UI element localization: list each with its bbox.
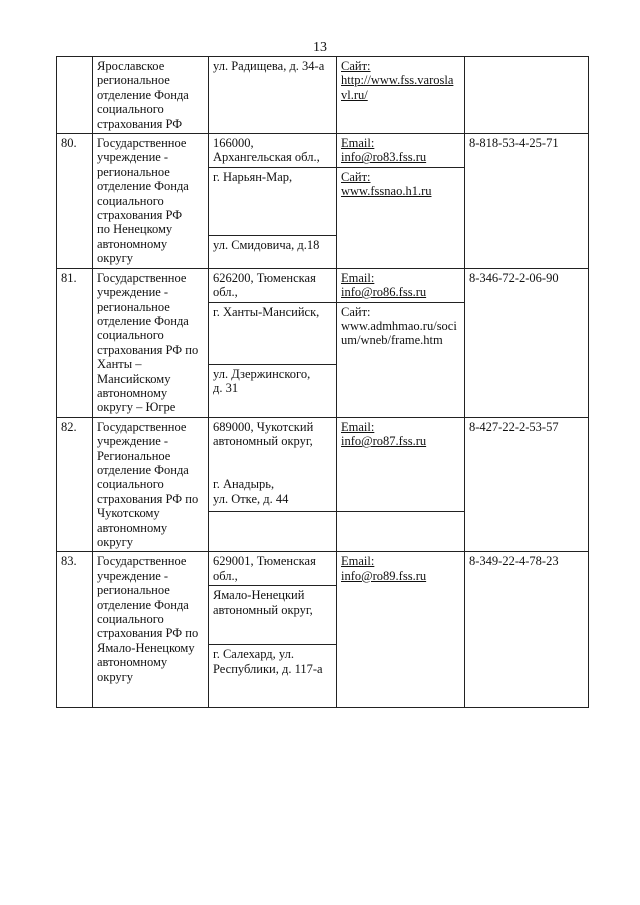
email-link[interactable]: info@ro89.fss.ru: [341, 568, 427, 583]
contact-label: Email:: [341, 136, 375, 151]
contact-label: Email:: [341, 419, 375, 434]
phone-cell: 8-349-22-4-78-23: [465, 552, 589, 708]
contact-cell: [337, 302, 465, 417]
row-number: 83.: [57, 552, 93, 708]
address-cell: ул. Смидовича, д.18: [209, 235, 337, 268]
row-number: 80.: [57, 134, 93, 269]
website-link[interactable]: www.fssnao.h1.ru: [341, 184, 432, 199]
address-cell: г. Салехард, ул. Республики, д. 117-а: [209, 645, 337, 708]
address-cell: 689000, Чукотский автономный округ, г. Анадырь, ул. Отке, д. 44: [209, 417, 337, 511]
address-cell: 166000, Архангельская обл.,: [209, 134, 337, 168]
table-row: [57, 134, 589, 168]
contact-label: Сайт:: [341, 304, 371, 319]
address-cell: 626200, Тюменская обл.,: [209, 268, 337, 302]
address-cell: 629001, Тюменская обл.,: [209, 552, 337, 586]
table-row: [57, 57, 589, 134]
contact-label: Email:: [341, 554, 375, 569]
contact-cell: [337, 268, 465, 302]
row-number: 82.: [57, 417, 93, 552]
page-number: 13: [313, 40, 327, 55]
contact-label: Сайт:: [341, 59, 371, 73]
row-number: [57, 57, 93, 134]
address-cell: г. Нарьян-Мар,: [209, 167, 337, 235]
phone-cell: [465, 57, 589, 134]
contact-cell: [337, 134, 465, 168]
contact-cell: [337, 57, 465, 134]
website-link[interactable]: http://www.fss.varosla vl.ru/: [341, 73, 454, 102]
email-link[interactable]: info@ro86.fss.ru: [341, 285, 427, 300]
email-link[interactable]: info@ro87.fss.ru: [341, 434, 427, 449]
phone-cell: 8-427-22-2-53-57: [465, 417, 589, 552]
address-cell: ул. Радищева, д. 34-а: [209, 57, 337, 134]
phone-cell: 8-818-53-4-25-71: [465, 134, 589, 269]
contact-cell: [337, 167, 465, 268]
table-row: [57, 552, 589, 586]
organization-name: Ярославское региональное отделение Фонда социального страхования РФ: [93, 57, 209, 134]
contact-label: Сайт:: [341, 169, 371, 184]
organization-name: Государственное учреждение - региональное отделение Фонда социального страхования РФ по Ханты – Мансийскому автономному округу – Югре: [93, 268, 209, 417]
table-row: [57, 268, 589, 302]
contact-cell: [337, 552, 465, 708]
contacts-table: [56, 56, 589, 708]
address-cell-empty: [209, 512, 337, 552]
organization-name: Государственное учреждение - региональное отделение Фонда социального страхования РФ по Ямало-Ненецкому автономному округу: [93, 552, 209, 708]
contact-cell-empty: [337, 512, 465, 552]
website-link[interactable]: www.admhmao.ru/soci um/wneb/frame.htm: [341, 318, 457, 348]
address-cell: Ямало-Ненецкий автономный округ,: [209, 586, 337, 645]
organization-name: Государственное учреждение - региональное отделение Фонда социального страхования РФ по Ненецкому автономному округу: [93, 134, 209, 269]
table-row: [57, 417, 589, 511]
phone-cell: 8-346-72-2-06-90: [465, 268, 589, 417]
contact-label: Email:: [341, 270, 375, 285]
contact-cell: [337, 417, 465, 511]
row-number: 81.: [57, 268, 93, 417]
email-link[interactable]: info@ro83.fss.ru: [341, 150, 427, 165]
organization-name: Государственное учреждение - Региональное отделение Фонда социального страхования РФ по Чукотскому автономному округу: [93, 417, 209, 552]
address-cell: г. Ханты-Мансийск,: [209, 302, 337, 364]
address-cell: ул. Дзержинского, д. 31: [209, 364, 337, 417]
